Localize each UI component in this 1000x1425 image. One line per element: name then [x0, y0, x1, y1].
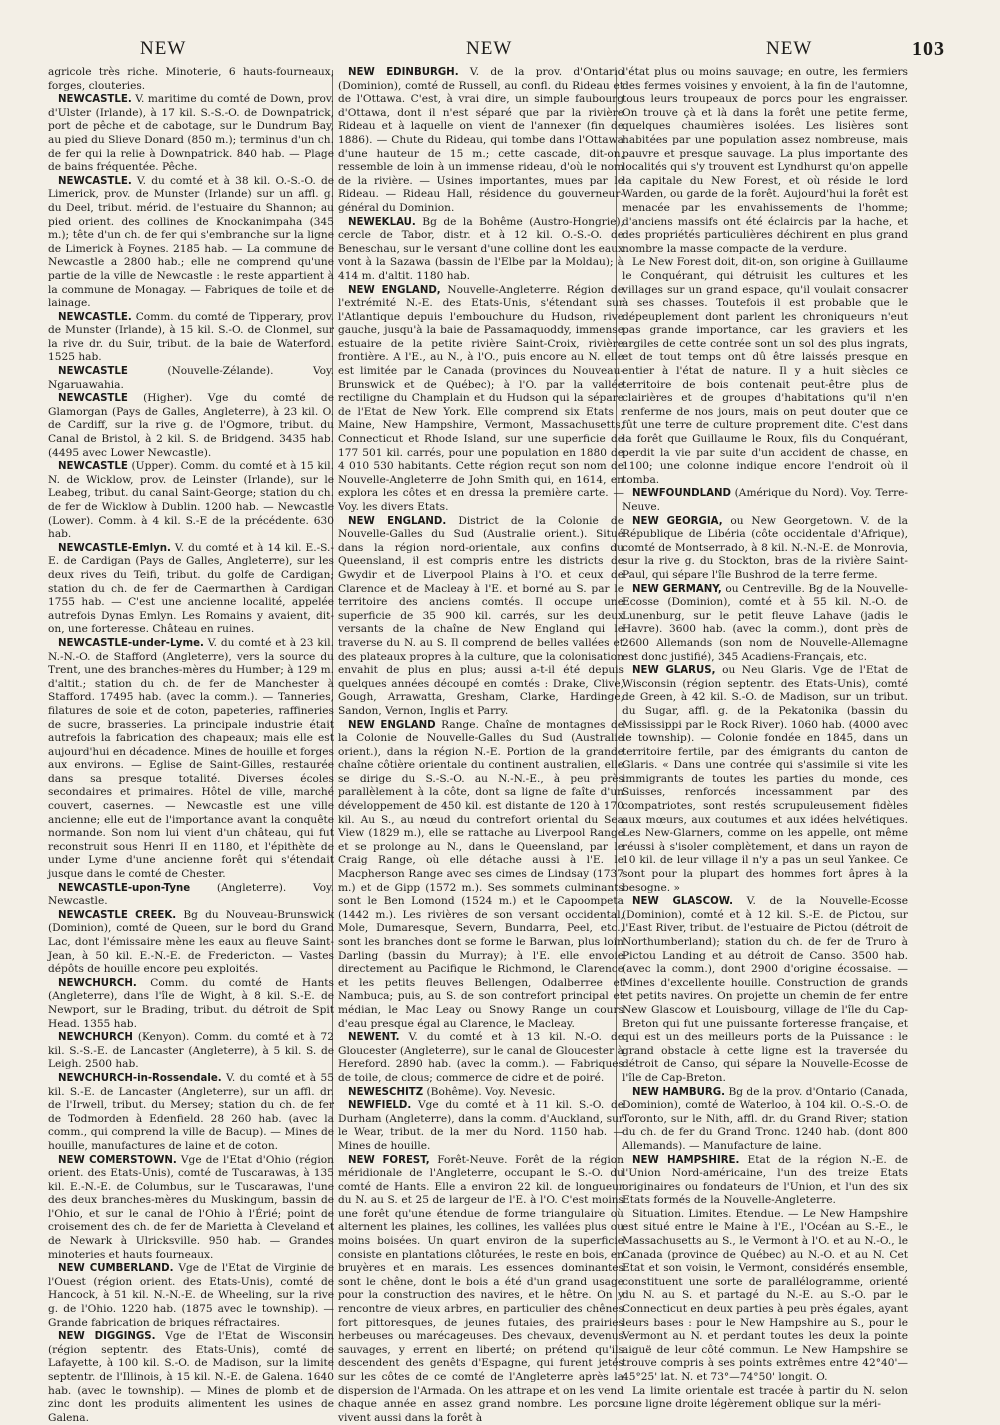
entry-headword: NEWCASTLE.: [58, 312, 132, 323]
entry-text: (Bohême). Voy. Nevesic.: [427, 1086, 556, 1098]
entry-headword: NEW ENGLAND.: [348, 516, 446, 527]
entry-text: V. du comté et à 38 kil. O.-S.-O. de Limerick, prov. de Munster (Irlande) sur un affl. g. du Deel, tribut. mérid. de l'estuaire du Shannon; au pied orient. des collines de Knockanimpaha (345 m.); tête d'un ch. de fer qui s'embranche sur la ligne de Limerick à Foynes. 2185 hab. — La commune de Newcastle a 2800 hab.; elle ne comprend qu'une partie de la ville de Newcastle : le reste appartient à la commune de Monagay. — Fabriques de toile et de lainage.: [48, 175, 334, 309]
dictionary-entry: [622, 66, 908, 256]
entry-headword: NEWCASTLE-Emlyn.: [58, 543, 171, 554]
dictionary-entry: [48, 1330, 334, 1425]
dictionary-entry: [48, 909, 334, 977]
dictionary-entry: [48, 175, 334, 311]
entry-text: Range. Chaîne de montagnes de la Colonie de Nouvelle-Galles du Sud (Australie orient.), dans la région N.-E. Portion de la grande chaîne côtière orientale du continent australien, elle se dirige du S.-S.-O. au N.-N.-E., à peu près parallèlement à la côte, dont sa ligne de faîte d'un développement de 450 kil. est distante de 120 à 170 kil. Au S., au nœud du contrefort oriental du Sea View (1829 m.), elle se rattache au Liverpool Range et se prolonge au N., dans le Queensland, par le Craig Range, où elle détache aussi à l'E. le Macpherson Range avec ses cimes de Lindsay (1737 m.) et de Gipp (1572 m.). Ses sommets culminants sont le Ben Lomond (1524 m.) et le Capoompeta (1442 m.). Les rivières de son versant occidental, Mole, Dumaresque, Severn, Bundarra, Peel, etc., sont les branches dont se forme le Barwan, plus loin Darling (bassin du Murray); à l'E. elle envoie directement au Pacifique le Richmond, le Clarence et les petits fleuves Bellengen, Odalberree et Nambuca; puis, au S. de son contrefort principal et médian, le Mac Leay ou Snowy Range un cours d'eau presque égal au Clarence, le Macleay.: [338, 719, 624, 1030]
running-header: [0, 38, 1000, 62]
dictionary-entry: [338, 1154, 624, 1425]
entry-text: V. maritime du comté de Down, prov. d'Ulster (Irlande), à 17 kil. S.-S.-O. de Downpatrick, port de pêche et de cabotage, sur le Dundrum Bay, au pied du Slieve Donard (850 m.); terminus d'un ch. de fer qui la relie à Downpatrick. 840 hab. — Plage de bains fréquentée. Pêche.: [48, 93, 334, 173]
dictionary-entry: [48, 1072, 334, 1154]
entry-text: (Nouvelle-Zélande). Voy. Ngaruawahia.: [48, 365, 334, 391]
entry-text: Vge du comté et à 11 kil. S.-O. de Durham (Angleterre), dans la comm. d'Auckland, sur le Wear, tribut. de la mer du Nord. 1150 hab. — Mines de houille.: [338, 1099, 624, 1152]
entry-text: Bg de la Bohême (Austro-Hongrie), cercle de Tabor, distr. et à 12 kil. O.-S.-O. de Beneschau, sur le versant d'une colline dont les eaux vont à la Sazawa (bassin de l'Elbe par la Moldau); à 414 m. d'altit. 1180 hab.: [338, 216, 624, 282]
entry-text: Forêt-Neuve. Forêt de la région méridionale de l'Angleterre, occupant le S.-O. du comté de Hants. Elle a environ 22 kil. de longueur du N. au S. et 25 de largeur de l'E. à l'O. C'est moins une forêt qu'une étendue de forme triangulaire où alternent les plaines, les collines, les vallées plus ou moins boisées. Un quart environ de la superficie consiste en plantations clôturées, le reste en bois, en bruyères et en marais. Les essences dominantes sont le chêne, dont le bois a été d'un grand usage pour la construction des navires, et le hêtre. On y rencontre de vieux arbres, en particulier des chênes fort pittoresques, de jeunes futaies, des prairies herbeuses ou marécageuses. Des chevaux, devenus sauvages, y errent en liberté; on prétend qu'ils descendent des genêts d'Espagne, qui furent jetés sur les côtes de ce comté de l'Angleterre après la dispersion de l'Armada. On les attrape et on les vend chaque année en assez grand nombre. Les porcs vivent aussi dans la forêt à: [338, 1154, 624, 1424]
column-right: [622, 66, 908, 1381]
entry-text: Bg du Nouveau-Brunswick (Dominion), comté de Queen, sur le bord du Grand Lac, dont l'émissaire mène les eaux au fleuve Saint-Jean, à 50 kil. E.-N.-E. de Fredericton. — Vastes dépôts de houille encore peu exploités.: [48, 909, 334, 975]
entry-text: District de la Colonie de Nouvelle-Galles du Sud (Australie orient.). Situé dans la région nord-orientale, aux confins du Queensland, il est compris entre les districts de Gwydir et de Liverpool Plains à l'O. et ceux de Clarence et de Macleay à l'E. et borné au S. par le territoire des anciens comtés. Il occupe une superficie de 35 900 kil. carrés, sur les deux versants de la chaîne de New England qui le traverse du N. au S. Il comprend de belles vallées et des plateaux propres à la culture, que la colonisation envahit de plus en plus; aussi a-t-il été depuis quelques années découpé en comtés : Drake, Clive, Gough, Arrawatta, Gresham, Clarke, Hardinge, Sandon, Vernon, Inglis et Parry.: [338, 515, 624, 717]
entry-headword: NEWCHURCH.: [58, 978, 137, 989]
entry-text: Comm. du comté de Hants (Angleterre), dans l'île de Wight, à 8 kil. S.-E. de Newport, sur le Brading, tribut. du détroit de Spit Head. 1355 hab.: [48, 977, 334, 1030]
entry-headword: NEWFOUNDLAND: [632, 488, 731, 499]
dictionary-entry: [622, 1154, 908, 1208]
entry-headword: NEW COMERSTOWN.: [58, 1155, 177, 1166]
dictionary-entry: [48, 311, 334, 365]
dictionary-entry: [48, 542, 334, 637]
entry-text: agricole très riche. Minoterie, 6 hauts-fourneaux, forges, clouteries.: [48, 66, 334, 92]
entry-headword: NEWESCHITZ: [348, 1087, 423, 1098]
entry-text: V. du comté et à 14 kil. E.-S.-E. de Cardigan (Pays de Galles, Angleterre), sur les deux rives du Teifi, tribut. du golfe de Cardigan; station du ch. de fer de Caermarthen à Cardigan 1755 hab. — C'est une ancienne localité, appelée autrefois Dynas Emlyn. Les Romains y avaient, dit-on, une forteresse. Château en ruines.: [48, 542, 334, 636]
dictionary-entry: [48, 1154, 334, 1263]
column-middle: [338, 66, 624, 1381]
dictionary-entry: [622, 487, 908, 514]
dictionary-entry: [622, 1385, 908, 1412]
entry-text: V. du comté et à 55 kil. S.-E. de Lancaster (Angleterre), sur un affl. dr. de l'Irwell, tribut. du Mersey; station du ch. de fer de Todmorden à Edenfield. 28 260 hab. (avec la comm., qui comprend la ville de Bacup). — Mines de houille, manufactures de laine et de coton.: [48, 1072, 334, 1152]
dictionary-entry: [338, 66, 624, 216]
entry-text: ou Centreville. Bg de la Nouvelle-Ecosse (Dominion), comté et à 55 kil. N.-O. de Lunenburg, sur le petit fleuve Lahave (jadis le Havre). 3600 hab. (avec la comm.), dont près de 2600 Allemands (son nom de Nouvelle-Allemagne est donc justifié), 345 Acadiens-Français, etc.: [622, 583, 908, 663]
dictionary-entry: [622, 895, 908, 1085]
entry-headword: NEWCASTLE.: [58, 176, 132, 187]
entry-text: Le New Forest doit, dit-on, son origine à Guillaume le Conquérant, qui détruisit les cultures et les villages sur un grand espace, qu'il voulait consacrer à ses chasses. Toutefois il est probable que le dépeuplement dont parlent les chroniqueurs n'eut pas grande importance, car les graviers et les argiles de cette contrée sont un sol des plus ingrats, et de tout temps ont dû être laissés presque en entier à l'état de nature. Il y a huit siècles ce territoire de bois contenait peut-être plus de clairières et de groupes d'habitations qu'il n'en renferme de nos jours, mais on peut douter que ce fût une terre de culture proprement dite. C'est dans la forêt que Guillaume le Roux, fils du Conquérant, perdit la vie par suite d'un accident de chasse, en 1100; une colonne indique encore l'endroit où il tomba.: [622, 256, 908, 486]
entry-text: V. du comté et à 23 kil. N.-N.-O. de Stafford (Angleterre), vers la source du Trent, une des branches-mères du Humber; à 129 m. d'altit.; station du ch. de fer de Manchester à Stafford. 17495 hab. (avec la comm.). — Tanneries, filatures de soie et de coton, papeteries, raffineries de sucre, brasseries. La principale industrie était autrefois la fabrication des chapeaux; mais elle est aujourd'hui en décadence. Mines de houille et forges aux environs. — Eglise de Saint-Gilles, restaurée dans sa presque totalité. Diverses écoles secondaires et primaires. Hôtel de ville, marché couvert, casernes. — Newcastle est une ville ancienne; elle eut de l'importance avant la conquête normande. Son nom lui vient d'un château, qui fut reconstruit sous Henri II en 1180, et l'épithète de under Lyme d'une ancienne forêt qui s'étendait jusque dans le comté de Chester.: [48, 637, 334, 880]
entry-headword: NEWCASTLE: [58, 393, 128, 404]
entry-text: (Upper). Comm. du comté et à 15 kil. N. de Wicklow, prov. de Leinster (Irlande), sur le Leabeg, tribut. du canal Saint-George; station du ch. de fer de Wicklow à Dublin. 1200 hab. — Newcastle (Lower). Comm. à 4 kil. S.-E de la précédente. 630 hab.: [48, 460, 334, 540]
entry-text: La limite orientale est tracée à partir du N. selon une ligne droite légèrement oblique sur la méri-: [622, 1385, 908, 1411]
header-left-word: NEW: [140, 38, 186, 60]
header-right-word: NEW: [766, 38, 812, 60]
entry-headword: NEWCASTLE.: [58, 94, 132, 105]
dictionary-entry: [622, 515, 908, 583]
entry-headword: NEWCASTLE: [58, 366, 128, 377]
entry-headword: NEW ENGLAND,: [348, 285, 441, 296]
dictionary-entry: [338, 216, 624, 284]
entry-headword: NEWFIELD.: [348, 1100, 411, 1111]
entry-headword: NEW GLASCOW.: [632, 896, 733, 907]
entry-headword: NEW EDINBURGH.: [348, 67, 459, 78]
dictionary-entry: [48, 637, 334, 882]
entry-text: Comm. du comté de Tipperary, prov. de Munster (Irlande), à 15 kil. S.-O. de Clonmel, sur la rive dr. du Suir, tribut. de la baie de Waterford. 1525 hab.: [48, 311, 334, 364]
entry-text: V. du comté et à 13 kil. N.-O. de Gloucester (Angleterre), sur le canal de Gloucester à Hereford. 2890 hab. (avec la comm.). — Fabriques de toile, de clous; commerce de cidre et de poiré.: [338, 1031, 624, 1084]
dictionary-entry: [338, 284, 624, 515]
entry-headword: NEW FOREST,: [348, 1155, 430, 1166]
entry-text: Etat de la région N.-E. de l'Union Nord-américaine, l'un des treize Etats originaires ou fondateurs de l'Union, et l'un des six Etats formés de la Nouvelle-Angleterre.: [622, 1154, 908, 1207]
entry-text: Bg de la prov. d'Ontario (Canada, Dominion), comté de Waterloo, à 104 kil. O.-S.-O. de Toronto, sur le Nith, affl. dr. du Grand River; station du ch. de fer du Grand Tronc. 1240 hab. (dont 800 Allemands). — Manufacture de laine.: [622, 1086, 908, 1152]
dictionary-entry: [48, 392, 334, 460]
dictionary-entry: [48, 1031, 334, 1072]
dictionary-entry: [622, 256, 908, 487]
entry-headword: NEW GLARUS,: [632, 665, 716, 676]
dictionary-entry: [48, 882, 334, 909]
entry-text: V. de la prov. d'Ontario (Dominion), comté de Russell, au confl. du Rideau et de l'Ottawa. C'est, à vrai dire, un simple faubourg d'Ottawa, dont il n'est séparé que par la rivière Rideau et à laquelle on vient de l'annexer (fin de 1886). — Chute du Rideau, qui tombe dans l'Ottawa d'une hauteur de 15 m.; cette cascade, dit-on, ressemble de loin à un immense rideau, d'où le nom de la rivière. — Usines importantes, mues par le Rideau. — Rideau Hall, résidence du gouverneur-général du Dominion.: [338, 66, 624, 214]
dictionary-entry: [338, 719, 624, 1032]
dictionary-entry: [338, 1031, 624, 1085]
dictionary-entry: [48, 460, 334, 542]
dictionary-entry: [338, 1086, 624, 1100]
dictionary-entry: [48, 1262, 334, 1330]
entry-headword: NEW HAMPSHIRE.: [632, 1155, 739, 1166]
entry-text: (Higher). Vge du comté de Glamorgan (Pays de Galles, Angleterre), à 23 kil. O. de Cardiff, sur la rive g. de l'Ogmore, tribut. du Canal de Bristol, à 2 kil. S. de Bridgend. 3435 hab. (4495 avec Lower Newcastle).: [48, 392, 334, 458]
dictionary-entry: [48, 365, 334, 392]
entry-text: Situation. Limites. Etendue. — Le New Hampshire est situé entre le Maine à l'E., l'Océan au S.-E., le Massachusetts au S., le Vermont à l'O. et au N.-O., le Canada (province de Québec) au N.-O. et au N. Cet Etat et son voisin, le Vermont, considérés ensemble, constituent une sorte de parallélogramme, orienté du N. au S. et partagé du N.-E. au S.-O. par le Connecticut en deux parties à peu près égales, ayant leurs bases : pour le New Hampshire au S., pour le Vermont au N. et perdant toutes les deux la pointe aiguë de leur côté commun. Le New Hampshire se trouve compris à ses points extrêmes entre 42°40'—45°25' lat. N. et 73°—74°50' longit. O.: [622, 1208, 908, 1383]
entry-headword: NEW DIGGINGS.: [58, 1331, 155, 1342]
column-left: [48, 66, 334, 1381]
entry-headword: NEW ENGLAND: [348, 720, 436, 731]
dictionary-entry: [48, 977, 334, 1031]
page-number: 103: [912, 38, 945, 61]
entry-headword: NEWENT.: [348, 1032, 399, 1043]
dictionary-entry: [338, 515, 624, 719]
entry-text: l'état plus ou moins sauvage; en outre, les fermiers des fermes voisines y envoient, à la fin de l'automne, tous leurs troupeaux de porcs pour les engraisser. On trouve çà et là dans la forêt une petite ferme, quelques chaumières isolées. Les lisières sont habitées par une population assez nombreuse, mais pauvre et presque sauvage. La plus importante des localités qui s'y trouvent est Lyndhurst qu'on appelle la capitale du New Forest, et où réside le lord Warden, ou garde de la forêt. Aujourd'hui la forêt est menacée par les envahissements de l'homme; d'anciens massifs ont été éclaircis par la hache, et des propriétés particulières déchirent en plus grand nombre la masse compacte de la verdure.: [622, 66, 908, 255]
entry-text: (Angleterre). Voy. Newcastle.: [48, 882, 334, 908]
dictionary-entry: [622, 583, 908, 665]
header-center-word: NEW: [466, 38, 512, 60]
entry-text: Vge de l'Etat de Virginie de l'Ouest (région orient. des Etats-Unis), comté de Hancock, à 51 kil. N.-N.-E. de Wheeling, sur la rive g. de l'Ohio. 1220 hab. (1875 avec le township). — Grande fabrication de briques réfractaires.: [48, 1262, 334, 1328]
entry-headword: NEW GEORGIA,: [632, 516, 723, 527]
entry-text: Vge de l'Etat d'Ohio (région orient. des Etats-Unis), comté de Tuscarawas, à 135 kil. E.-N.-E. de Columbus, sur le Tuscarawas, l'une des deux branches-mères du Muskingum, bassin de l'Ohio, et sur le canal de l'Ohio à l'Érié; point de croisement des ch. de fer de Marietta à Cleveland et de Newark à Ulricksville. 950 hab. — Grandes minoteries et hauts fourneaux.: [48, 1154, 334, 1261]
dictionary-entry: [48, 93, 334, 175]
entry-headword: NEWCASTLE CREEK.: [58, 910, 176, 921]
entry-headword: NEWCHURCH: [58, 1032, 133, 1043]
dictionary-entry: [622, 664, 908, 895]
entry-text: (Kenyon). Comm. du comté et à 72 kil. S.-S.-E. de Lancaster (Angleterre), à 5 kil. S. de Leigh. 2500 hab.: [48, 1031, 334, 1070]
entry-text: ou Neu Glaris. Vge de l'Etat de Wisconsin (région septentr. des Etats-Unis), comté de Green, à 42 kil. S.-O. de Madison, sur un tribut. du Sugar, affl. g. de la Pekatonika (bassin du Mississippi par le Rock River). 1060 hab. (4000 avec le township). — Colonie fondée en 1845, dans un territoire fertile, par des émigrants du canton de Glaris. « Dans une contrée qui s'assimile si vite les immigrants de toutes les parties du monde, ces Suisses, renforcés incessamment par des compatriotes, sont restés scrupuleusement fidèles aux mœurs, aux coutumes et aux idées helvétiques. Les New-Glarners, comme on les appelle, ont même réussi à s'isoler complètement, et dans un rayon de 10 kil. de leur village il n'y a pas un seul Yankee. Ce sont pour la plupart des hommes fort âpres à la besogne. »: [622, 664, 908, 894]
entry-headword: NEWCASTLE-under-Lyme.: [58, 638, 204, 649]
entry-headword: NEW HAMBURG.: [632, 1087, 725, 1098]
entry-headword: NEWCASTLE-upon-Tyne: [58, 883, 190, 894]
dictionary-entry: [622, 1086, 908, 1154]
entry-text: Nouvelle-Angleterre. Région de l'extrémité N.-E. des Etats-Unis, s'étendant sur l'Atlantique depuis l'embouchure du Hudson, rive gauche, jusqu'à la baie de Passamaquoddy, immense estuaire de la petite rivière Saint-Croix, rivière frontière. A l'E., au N., à l'O., puis encore au N. elle est limitée par le Canada (provinces du Nouveau-Brunswick et de Québec); à l'O. par la vallée rectiligne du Champlain et du Hudson qui la sépare de l'Etat de New York. Elle comprend six Etats : Maine, New Hampshire, Vermont, Massachusetts, Connecticut et Rhode Island, sur une superficie de 177 501 kil. carrés, pour une population en 1880 de 4 010 530 habitants. Cette région reçut son nom de Nouvelle-Angleterre de John Smith qui, en 1614, en explora les côtes et en dressa la première carte. — Voy. les divers Etats.: [338, 284, 624, 514]
dictionary-entry: [338, 1099, 624, 1153]
entry-headword: NEW CUMBERLAND.: [58, 1263, 173, 1274]
entry-headword: NEWCHURCH-in-Rossendale.: [58, 1073, 222, 1084]
entry-headword: NEW GERMANY,: [632, 584, 722, 595]
entry-headword: NEWCASTLE: [58, 461, 128, 472]
entry-headword: NEWEKLAU.: [348, 217, 416, 228]
entry-text: ou New Georgetown. V. de la République de Libéria (côte occidentale d'Afrique), comté de Montserrado, à 8 kil. N.-N.-E. de Monrovia, sur la rive g. du Stockton, bras de la rivière Saint-Paul, qui sépare l'île Bushrod de la terre ferme.: [622, 515, 908, 581]
entry-text: (Amérique du Nord). Voy. Terre-Neuve.: [622, 487, 908, 513]
dictionary-entry: [48, 66, 334, 93]
entry-text: V. de la Nouvelle-Ecosse (Dominion), comté et à 12 kil. S.-E. de Pictou, sur l'East River, tribut. de l'estuaire de Pictou (détroit de Northumberland); station du ch. de fer de Truro à Pictou Landing et au détroit de Canso. 3500 hab. (avec la comm.), dont 2900 d'origine écossaise. — Mines d'excellente houille. Construction de grands et petits navires. On projette un chemin de fer entre New Glascow et Louisbourg, village de l'île du Cap-Breton qui fut une puissante forteresse française, et qui est un des meilleurs ports de la Puissance : le grand obstacle à cette ligne est la traversée du détroit de Canso, qui sépare la Nouvelle-Ecosse de l'île de Cap-Breton.: [622, 895, 908, 1084]
entry-text: Vge de l'Etat de Wisconsin (région septentr. des Etats-Unis), comté de Lafayette, à 100 kil. S.-O. de Madison, sur la limite septentr. de l'Illinois, à 15 kil. N.-E. de Galena. 1640 hab. (avec le township). — Mines de plomb et de zinc dont les produits alimentent les usines de Galena.: [48, 1330, 334, 1424]
dictionary-entry: [622, 1208, 908, 1385]
